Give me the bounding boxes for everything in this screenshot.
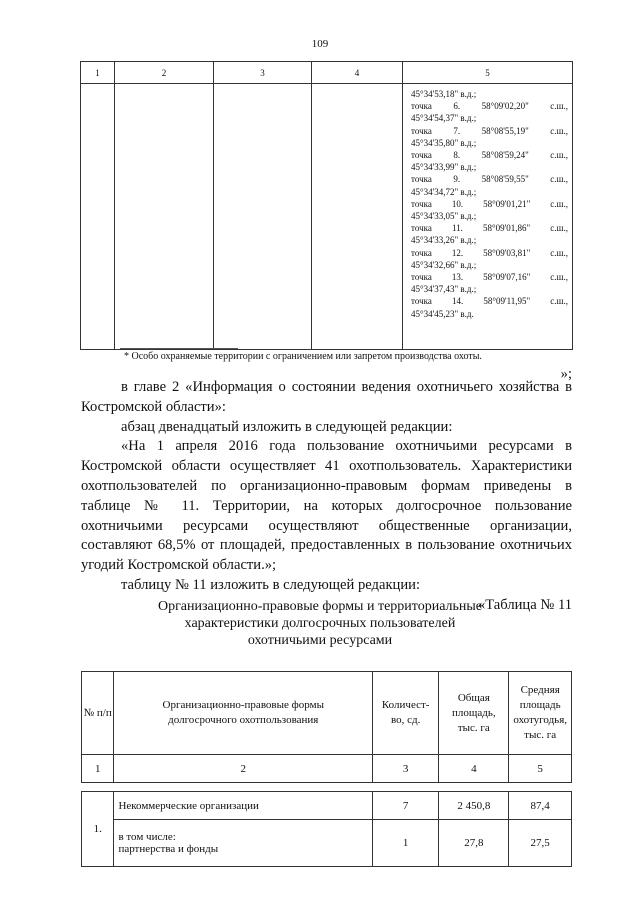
paragraph: абзац двенадцатый изложить в следующей редакции: [121, 418, 453, 435]
col-number: 3 [373, 755, 439, 783]
spacer-cell [82, 783, 572, 792]
coord-word: точка [411, 223, 432, 234]
table2-header-row [82, 672, 572, 755]
coord-lat: 58°08'59,24" [481, 150, 529, 161]
coord-num: 6. [453, 101, 461, 112]
coord-lat: 58°08'59,55" [481, 174, 529, 185]
coord-sfx: с.ш., [550, 198, 568, 209]
coord-sfx: с.ш., [550, 223, 568, 234]
table1-header-cell: 3 [214, 62, 312, 84]
coord-sfx: с.ш., [550, 150, 568, 161]
table1-row [81, 84, 573, 350]
table1-header-cell: 2 [115, 62, 214, 84]
coord-num: 11. [451, 223, 463, 234]
col-number: 5 [509, 755, 572, 783]
title-line: охотничьими ресурсами [247, 633, 393, 648]
row-count: 1 [373, 820, 439, 867]
paragraph: «На 1 апреля 2016 года пользование охотничьими ресурсами в Костромской области осуществляет 41 охотпользователь. Характеристики охотпользователей по организационно-правовым формам приведены в таблице № 11. Территории, на которых долгосрочное пользование охотничьими ресурсами осуществляют общественные организации, составляют 68,5% от площадей, предоставленных в пользование охотничьих угодий Костромской области.»; [81, 438, 572, 574]
points-list [411, 100, 568, 320]
coord-sfx: с.ш., [550, 101, 568, 112]
coord-sfx: с.ш., [550, 296, 568, 307]
coord-point-line [411, 125, 568, 137]
coord-line: 45°34'33,99" в.д.; [411, 162, 477, 173]
coord-point-line [411, 100, 568, 112]
table-label: «Таблица № 11 [477, 596, 572, 613]
header-avg: Средняя площадь охотугодья, тыс. га [509, 672, 572, 755]
footnote: * Особо охраняемые территории с ограничением или запретом производства охоты. [124, 351, 482, 362]
page-number: 109 [311, 38, 329, 50]
coord-lat: 58°09'11,95" [483, 296, 531, 307]
table1-cell [214, 84, 312, 350]
coord-sfx: с.ш., [550, 174, 568, 185]
coord-point-line [411, 271, 568, 283]
coord-word: точка [411, 150, 432, 161]
coord-lat: 58°09'03,81" [483, 247, 531, 258]
table-row [82, 820, 572, 867]
coord-sfx: с.ш., [550, 272, 568, 283]
coordinates-table [80, 61, 573, 350]
header-area: Общая площадь, тыс. га [439, 672, 509, 755]
coord-num: 12. [451, 247, 464, 258]
coord-word: точка [411, 247, 432, 258]
coord-point-line [411, 149, 568, 161]
header-count: Количест-во, сд. [373, 672, 439, 755]
coord-num: 9. [453, 174, 461, 185]
table-title [0, 598, 640, 649]
forms-table [81, 671, 572, 867]
coord-word: точка [411, 296, 432, 307]
coord-point-line [411, 247, 568, 259]
coord-point-line [411, 222, 568, 234]
coord-word: точка [411, 198, 432, 209]
title-line: Организационно-правовые формы и территориальные [157, 599, 483, 614]
coord-line: 45°34'33,05" в.д.; [411, 211, 477, 222]
header-form: Организационно-правовые формы долгосрочного охотпользования [114, 672, 373, 755]
coord-word: точка [411, 101, 432, 112]
coord-lat: 58°09'07,16" [483, 272, 531, 283]
col-number: 1 [82, 755, 114, 783]
coord-point-line [411, 198, 568, 210]
coord-sfx: с.ш., [550, 125, 568, 136]
table1-cell [81, 84, 115, 350]
spacer-row [82, 783, 572, 792]
coord-point-line [411, 295, 568, 307]
row-avg: 87,4 [509, 792, 572, 820]
coord-num: 7. [453, 125, 461, 136]
footnote-divider [120, 348, 238, 349]
row-name-line: в том числе: [118, 831, 176, 843]
coord-line: 45°34'33,26" в.д.; [411, 235, 477, 246]
coordinates-cell [403, 84, 573, 350]
row-number: 1. [82, 792, 114, 867]
table-row [82, 792, 572, 820]
coord-lat: 58°09'01,21" [483, 198, 531, 209]
coord-line: 45°34'37,43" в.д.; [411, 284, 477, 295]
coord-num: 8. [453, 150, 461, 161]
row-avg: 27,5 [509, 820, 572, 867]
row-count: 7 [373, 792, 439, 820]
table1-header-cell: 4 [312, 62, 403, 84]
quote-end: »; [560, 366, 572, 382]
coord-point-line [411, 173, 568, 185]
paragraph: таблицу № 11 изложить в следующей редакции: [121, 576, 421, 593]
paragraph: в главе 2 «Информация о состоянии ведения охотничьего хозяйства в Костромской области»: [81, 379, 572, 415]
header-num: № п/п [82, 672, 114, 755]
table2-colnum-row [82, 755, 572, 783]
table1-header-cell: 1 [81, 62, 115, 84]
table1-header-cell: 5 [403, 62, 573, 84]
coord-line: 45°34'53,18" в.д.; [411, 89, 477, 99]
coord-word: точка [411, 272, 432, 283]
coord-lat: 58°09'01,86" [483, 223, 531, 234]
coord-word: точка [411, 125, 432, 136]
coord-lat: 58°09'02,20" [481, 101, 529, 112]
coord-lat: 58°08'55,19" [481, 125, 529, 136]
coord-line: 45°34'32,66" в.д.; [411, 259, 477, 270]
coord-line: 45°34'35,80" в.д.; [411, 137, 477, 148]
body-text [81, 378, 572, 616]
row-name-line: партнерства и фонды [118, 843, 219, 855]
col-number: 4 [439, 755, 509, 783]
coord-num: 10. [451, 198, 464, 209]
table1-cell [115, 84, 214, 350]
coord-num: 14. [451, 296, 464, 307]
row-name [114, 820, 373, 867]
coord-sfx: с.ш., [550, 247, 568, 258]
row-area: 27,8 [439, 820, 509, 867]
table1-header-row [81, 62, 573, 84]
coord-line: 45°34'34,72" в.д.; [411, 186, 477, 197]
col-number: 2 [114, 755, 373, 783]
coord-word: точка [411, 174, 432, 185]
coord-num: 13. [451, 272, 464, 283]
table1-cell [312, 84, 403, 350]
row-area: 2 450,8 [439, 792, 509, 820]
coord-line: 45°34'45,23" в.д. [411, 308, 474, 319]
title-line: характеристики долгосрочных пользователей [184, 616, 456, 631]
row-name: Некоммерческие организации [114, 792, 373, 820]
coord-line: 45°34'54,37" в.д.; [411, 113, 477, 124]
